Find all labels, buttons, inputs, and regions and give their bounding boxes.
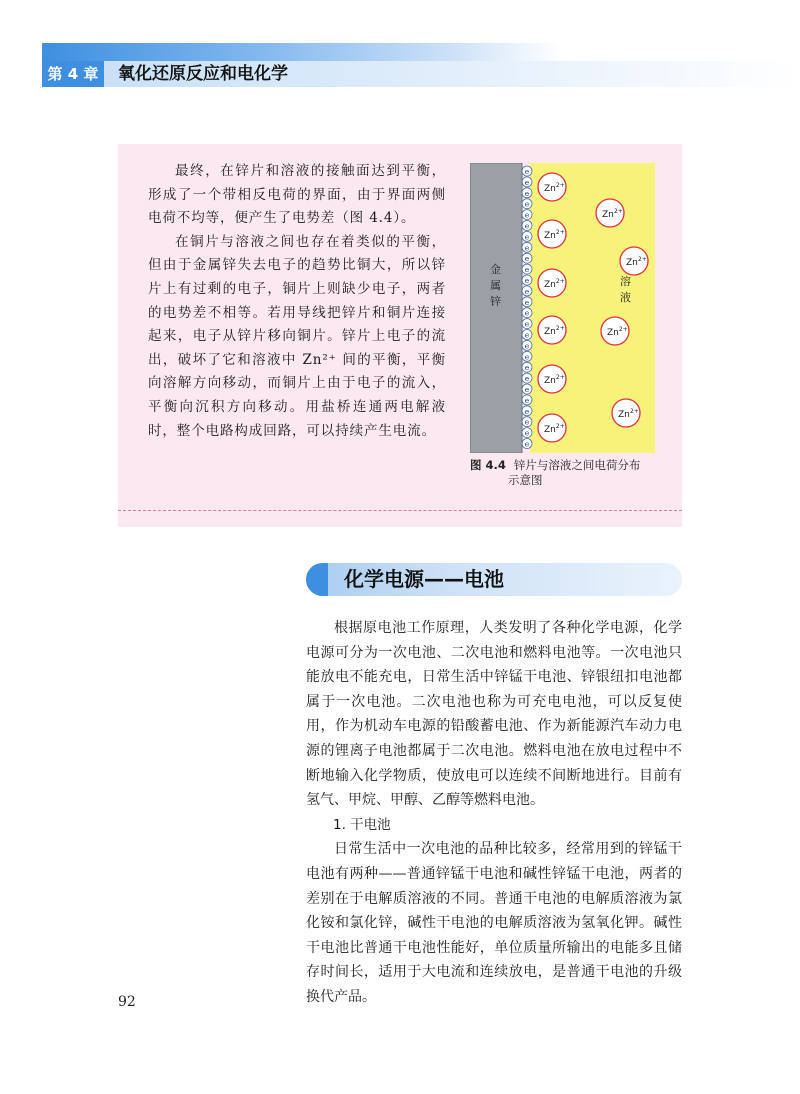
- electron-symbol: e: [524, 330, 530, 340]
- charge-distribution-figure: [470, 163, 655, 453]
- electron-symbol: e: [524, 286, 530, 296]
- zinc-ion-label: $Zn^{2+}$: [544, 423, 565, 435]
- chapter-title: 氧化还原反应和电化学: [118, 64, 288, 84]
- zinc-ion-label: $Zn^{2+}$: [544, 374, 565, 386]
- header-band: [42, 43, 562, 61]
- electron-symbol: e: [524, 177, 530, 187]
- zinc-ion-label: $Zn^{2+}$: [544, 229, 565, 241]
- electron-symbol: e: [524, 374, 530, 384]
- electron-symbol: e: [524, 254, 530, 264]
- electron-symbol: e: [524, 265, 530, 275]
- electron-symbol: e: [524, 363, 530, 373]
- electron-symbol: e: [524, 243, 530, 253]
- electron-symbol: e: [524, 428, 530, 438]
- sidebar-paragraph: 最终，在锌片和溶液的接触面达到平衡，形成了一个带相反电荷的界面，由于界面两侧电荷不均等，便产生了电势差（图 4.4）。: [148, 163, 446, 227]
- electron-symbol: e: [524, 276, 530, 285]
- electron-symbol: e: [524, 297, 530, 307]
- electron-symbol: e: [524, 417, 530, 427]
- subheading-dry-cell: 1. 干电池: [333, 816, 391, 833]
- electron-symbol: e: [524, 385, 530, 394]
- chapter-label: 第 4 章: [42, 61, 104, 87]
- electron-symbol: e: [524, 439, 530, 449]
- electron-symbol: e: [524, 221, 530, 231]
- zinc-ion-label: $Zn^{2+}$: [618, 408, 639, 420]
- electron-symbol: e: [524, 167, 530, 176]
- electron-symbol: e: [524, 395, 530, 405]
- zinc-ion-label: $Zn^{2+}$: [602, 208, 623, 220]
- figure-caption: [470, 458, 670, 488]
- zinc-ion-label: $Zn^{2+}$: [544, 182, 565, 194]
- zinc-ion-label: $Zn^{2+}$: [544, 278, 565, 290]
- sidebar-text: [148, 160, 446, 443]
- electron-symbol: e: [524, 199, 530, 209]
- zinc-ion-label: $Zn^{2+}$: [626, 256, 647, 268]
- electron-symbol: e: [524, 210, 530, 220]
- electron-symbol: e: [524, 319, 530, 329]
- electron-symbol: e: [524, 406, 530, 416]
- main-body: [306, 616, 682, 1010]
- dry-cell-paragraph: 日常生活中一次电池的品种比较多，经常用到的锌锰干电池有两种——普通锌锰干电池和碱性锌锰干电池，两者的差别在于电解质溶液的不同。普通干电池的电解质溶液为氯化铵和氯化锌，碱性干电池的电解质溶液为氢氧化钾。碱性干电池比普通干电池性能好，单位质量所输出的电能多且储存时间长，适用于大电流和连续放电，是普通干电池的升级换代产品。: [306, 841, 682, 1005]
- zinc-plate: [470, 163, 522, 453]
- zinc-ion-label: $Zn^{2+}$: [607, 326, 628, 338]
- electron-symbol: e: [524, 341, 530, 351]
- intro-paragraph: 根据原电池工作原理，人类发明了各种化学电源，化学电源可分为一次电池、二次电池和燃料电池等。一次电池只能放电不能充电，日常生活中锌锰干电池、锌银纽扣电池都属于一次电池。二次电池也称为可充电电池，可以反复使用，作为机动车电源的铅酸蓄电池、作为新能源汽车动力电源的锂离子电池都属于二次电池。燃料电池在放电过程中不断地输入化学物质，使放电可以连续不间断地进行。目前有氢气、甲烷、甲醇、乙醇等燃料电池。: [306, 620, 682, 809]
- solution-label: 溶液: [620, 275, 631, 304]
- electron-symbol: e: [524, 308, 530, 318]
- section-title: 化学电源——电池: [344, 567, 504, 591]
- figure-caption-line1: 锌片与溶液之间电荷分布: [513, 458, 641, 472]
- section-heading-accent: [306, 563, 328, 596]
- page-number: 92: [118, 994, 136, 1010]
- metal-label: 金属锌: [490, 263, 501, 308]
- figure-number: 图 4.4: [470, 458, 506, 472]
- sidebar-paragraph: 在铜片与溶液之间也存在着类似的平衡，但由于金属锌失去电子的趋势比铜大，所以锌片上有过剩的电子，铜片上则缺少电子，两者的电势差不相等。若用导线把锌片和铜片连接起来，电子从锌片移向铜片。锌片上电子的流出，破坏了它和溶液中 Zn²⁺ 间的平衡，平衡向溶解方向移动，而铜片上由于电子的流入，平衡向沉积方向移动。用盐桥连通两电解液时，整个电路构成回路，可以持续产生电流。: [148, 233, 446, 439]
- electron-symbol: e: [524, 232, 530, 242]
- electron-symbol: e: [524, 352, 530, 362]
- figure-caption-line2: 示意图: [508, 473, 543, 487]
- sidebar-divider: [118, 510, 682, 511]
- zinc-ion-label: $Zn^{2+}$: [544, 325, 565, 337]
- electron-symbol: e: [524, 188, 530, 198]
